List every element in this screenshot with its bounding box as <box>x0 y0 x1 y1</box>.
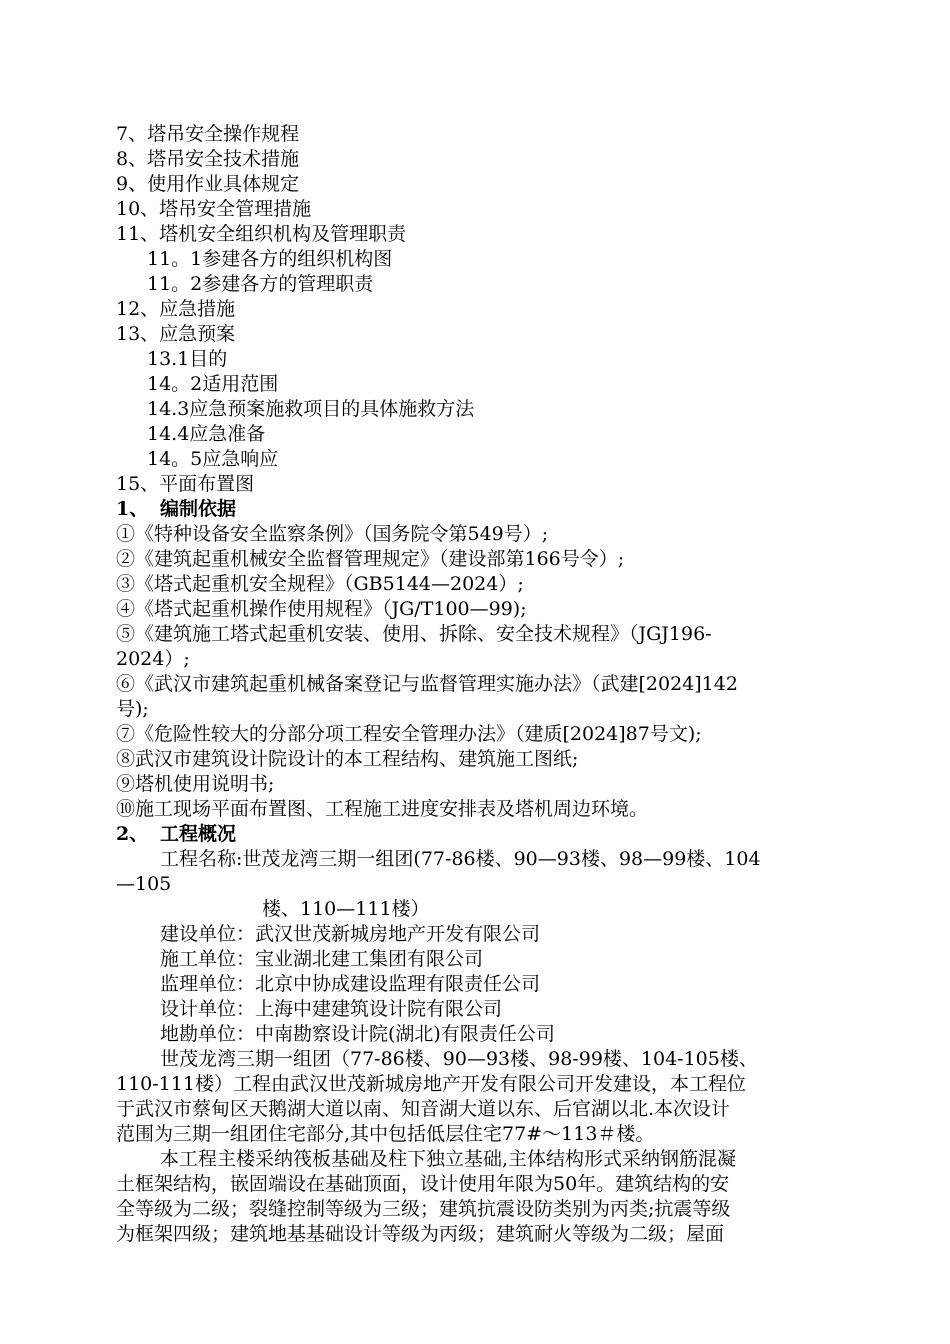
toc-item: 15、平面布置图 <box>116 473 255 495</box>
reference-item: ⑦《危险性较大的分部分项工程安全管理办法》（建质[2024]87号文); <box>116 723 702 745</box>
overview-paragraph-line: 范围为三期一组团住宅部分,其中包括低层住宅77#～113＃楼。 <box>116 1123 655 1145</box>
section1-heading <box>116 497 236 522</box>
toc-subitem: 11。2参建各方的管理职责 <box>147 273 374 295</box>
project-name: 工程名称:世茂龙湾三期一组团(77-86楼、90—93楼、98—99楼、104 <box>160 848 761 870</box>
section2-number: 2、 <box>116 823 149 845</box>
reference-item: ⑧武汉市建筑设计院设计的本工程结构、建筑施工图纸; <box>116 748 579 770</box>
project-name-continued: —105 <box>116 873 172 895</box>
survey-unit: 地勘单位：中南勘察设计院(湖北)有限责任公司 <box>160 1023 555 1045</box>
reference-item: ②《建筑起重机械安全监督管理规定》（建设部第166号令）; <box>116 548 625 570</box>
overview-paragraph-line: 110-111楼）工程由武汉世茂新城房地产开发有限公司开发建设，本工程位 <box>116 1073 746 1095</box>
toc-item: 11、塔机安全组织机构及管理职责 <box>116 223 407 245</box>
builder-unit: 施工单位：宝业湖北建工集团有限公司 <box>160 948 484 970</box>
reference-item: ⑩施工现场平面布置图、工程施工进度安排表及塔机周边环境。 <box>116 798 649 820</box>
toc-subitem: 14.3应急预案施救项目的具体施救方法 <box>147 398 475 420</box>
overview-paragraph-line: 于武汉市蔡甸区天鹅湖大道以南、知音湖大道以东、后官湖以北.本次设计 <box>116 1098 731 1120</box>
toc-subitem: 14.4应急准备 <box>147 423 266 445</box>
section1-number: 1、 <box>116 498 149 520</box>
reference-item: ③《塔式起重机安全规程》（GB5144—2024）; <box>116 573 524 595</box>
reference-item: ①《特种设备安全监察条例》（国务院令第549号）; <box>116 523 549 545</box>
reference-item: ⑤《建筑施工塔式起重机安装、使用、拆除、安全技术规程》（JGJ196- <box>116 623 712 645</box>
reference-item: ⑥《武汉市建筑起重机械备案登记与监督管理实施办法》（武建[2024]142 <box>116 673 738 695</box>
toc-item: 9、使用作业具体规定 <box>116 173 300 195</box>
reference-item-continued: 号); <box>116 698 149 720</box>
toc-subitem: 14。5应急响应 <box>147 448 279 470</box>
toc-item: 13、应急预案 <box>116 323 236 345</box>
construction-unit: 建设单位：武汉世茂新城房地产开发有限公司 <box>160 923 541 945</box>
toc-item: 7、塔吊安全操作规程 <box>116 123 300 145</box>
reference-item: ⑨塔机使用说明书; <box>116 773 275 795</box>
toc-subitem: 11。1参建各方的组织机构图 <box>147 248 393 270</box>
reference-item: ④《塔式起重机操作使用规程》（JG/T100—99); <box>116 598 527 620</box>
structure-paragraph-line: 本工程主楼采纳筏板基础及柱下独立基础,主体结构形式采纳钢筋混凝 <box>160 1148 737 1170</box>
toc-subitem: 13.1目的 <box>147 348 228 370</box>
structure-paragraph-line: 为框架四级；建筑地基基础设计等级为丙级；建筑耐火等级为二级；屋面 <box>116 1223 725 1245</box>
design-unit: 设计单位：上海中建建筑设计院有限公司 <box>160 998 503 1020</box>
project-name-continued: 楼、110—111楼） <box>262 898 430 920</box>
section1-title: 编制依据 <box>160 498 237 520</box>
toc-item: 10、塔吊安全管理措施 <box>116 198 312 220</box>
structure-paragraph-line: 全等级为二级；裂缝控制等级为三级；建筑抗震设防类别为丙类;抗震等级 <box>116 1198 731 1220</box>
supervision-unit: 监理单位：北京中协成建设监理有限责任公司 <box>160 973 541 995</box>
reference-item-continued: 2024）; <box>116 648 190 670</box>
structure-paragraph-line: 土框架结构，嵌固端设在基础顶面，设计使用年限为50年。建筑结构的安 <box>116 1173 730 1195</box>
section2-title: 工程概况 <box>160 823 237 845</box>
toc-item: 12、应急措施 <box>116 298 236 320</box>
overview-paragraph-line: 世茂龙湾三期一组团（77-86楼、90—93楼、98-99楼、104-105楼、 <box>160 1048 758 1070</box>
toc-subitem: 14。2适用范围 <box>147 373 279 395</box>
toc-item: 8、塔吊安全技术措施 <box>116 148 300 170</box>
section2-heading <box>116 822 236 847</box>
